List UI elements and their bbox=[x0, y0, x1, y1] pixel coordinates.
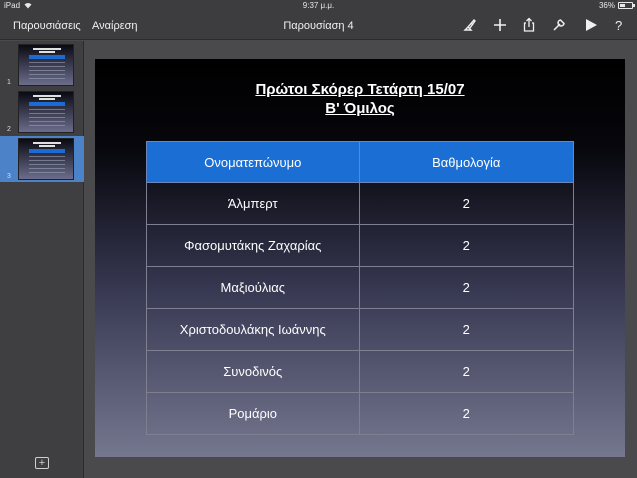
cell-score: 2 bbox=[359, 393, 573, 435]
plus-icon[interactable] bbox=[492, 17, 508, 33]
table-header-row bbox=[147, 142, 574, 183]
cell-score: 2 bbox=[359, 267, 573, 309]
table-row bbox=[147, 309, 574, 351]
slide-thumbnail-3[interactable] bbox=[0, 136, 84, 182]
cell-player-name: Χριστοδουλάκης Ιωάννης bbox=[147, 309, 360, 351]
slide-preview bbox=[18, 44, 74, 86]
play-icon[interactable] bbox=[583, 17, 599, 33]
cell-score: 2 bbox=[359, 309, 573, 351]
document-title: Παρουσίαση 4 bbox=[283, 20, 354, 32]
status-time: 9:37 μ.μ. bbox=[302, 1, 335, 10]
cell-player-name: Άλμπερτ bbox=[147, 183, 360, 225]
cell-player-name: Ρομάριο bbox=[147, 393, 360, 435]
slide-thumbnail-1[interactable] bbox=[0, 42, 84, 88]
slide-preview bbox=[18, 138, 74, 180]
table-row bbox=[147, 267, 574, 309]
wrench-icon[interactable] bbox=[551, 17, 567, 33]
cell-score: 2 bbox=[359, 183, 573, 225]
cell-player-name: Μαξιούλιας bbox=[147, 267, 360, 309]
slide-number: 3 bbox=[7, 173, 11, 180]
help-icon[interactable]: ? bbox=[615, 18, 623, 33]
slide-number: 2 bbox=[7, 126, 11, 133]
header-score: Βαθμολογία bbox=[359, 142, 573, 183]
slide-subtitle[interactable]: Β' Όμιλος bbox=[325, 100, 395, 117]
toolbar bbox=[0, 12, 637, 40]
presentations-button[interactable]: Παρουσιάσεις bbox=[13, 20, 81, 32]
cell-score: 2 bbox=[359, 351, 573, 393]
device-name: iPad bbox=[4, 1, 21, 10]
share-icon[interactable] bbox=[521, 17, 537, 33]
add-slide-button[interactable]: + bbox=[35, 457, 49, 469]
status-bar bbox=[0, 0, 637, 12]
table-row bbox=[147, 393, 574, 435]
scorers-table[interactable] bbox=[146, 141, 574, 435]
battery-icon bbox=[618, 2, 633, 9]
cell-score: 2 bbox=[359, 225, 573, 267]
table-row bbox=[147, 183, 574, 225]
cell-player-name: Συνοδινός bbox=[147, 351, 360, 393]
header-name: Ονοματεπώνυμο bbox=[147, 142, 360, 183]
table-row bbox=[147, 351, 574, 393]
slide-navigator bbox=[0, 41, 84, 478]
slide-thumbnail-2[interactable] bbox=[0, 89, 84, 135]
paintbrush-icon[interactable] bbox=[462, 17, 478, 33]
slide-title[interactable]: Πρώτοι Σκόρερ Τετάρτη 15/07 bbox=[255, 81, 465, 98]
slide-canvas[interactable] bbox=[95, 59, 625, 457]
battery-percent: 36% bbox=[598, 1, 615, 10]
cell-player-name: Φασομυτάκης Ζαχαρίας bbox=[147, 225, 360, 267]
table-row bbox=[147, 225, 574, 267]
undo-button[interactable]: Αναίρεση bbox=[92, 20, 138, 32]
slide-preview bbox=[18, 91, 74, 133]
slide-number: 1 bbox=[7, 79, 11, 86]
